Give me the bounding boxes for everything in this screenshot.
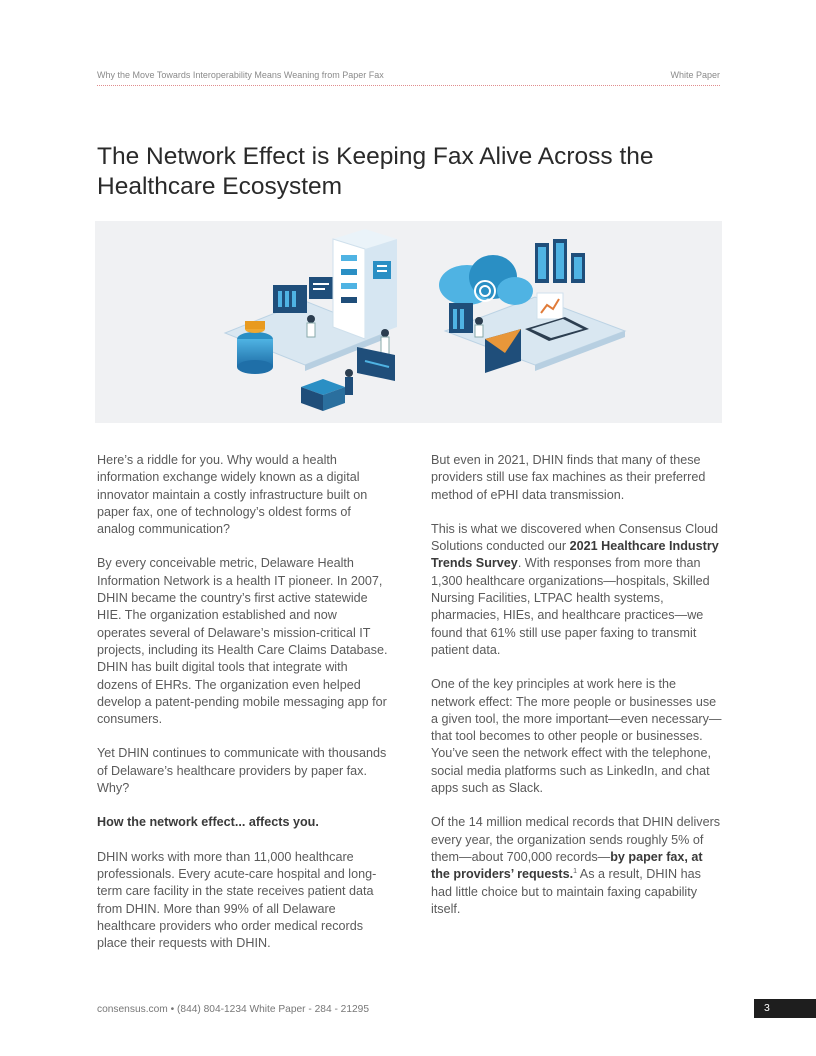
hero-illustration [95, 221, 722, 423]
text-span: . With responses from more than 1,300 healthcare organizations—hospitals, Skilled Nursing Facilities, LTPAC health systems, pharmacies, HIEs, and healthcare practices—we found that 61% still use paper faxing to transmit patient data. [431, 556, 710, 657]
running-header [97, 70, 720, 80]
subheading [97, 814, 389, 831]
paragraph: Yet DHIN continues to communicate with thousands of Delaware’s healthcare providers by paper fax. Why? [97, 746, 387, 796]
section-title: The Network Effect is Keeping Fax Alive Across the Healthcare Ecosystem [97, 143, 654, 200]
footer-text: consensus.com • (844) 804-1234 White Paper - 284 - 21295 [97, 1004, 369, 1015]
subheading-text: How the network effect... affects you. [97, 815, 319, 830]
isometric-network-illustration-icon [95, 221, 722, 423]
page-number: 3 [754, 999, 816, 1018]
paragraph [431, 814, 723, 918]
paragraph: Here’s a riddle for you. Why would a health information exchange widely known as a digital innovator maintain a costly infrastructure built on paper fax, one of technology’s oldest forms of analog communication? [97, 453, 368, 537]
running-header-label: White Paper [670, 70, 720, 80]
paragraph: By every conceivable metric, Delaware Health Information Network is a health IT pioneer. In 2007, DHIN became the country’s first active statewide HIE. The organization established and now operates several of Delaware’s mission-critical IT projects, including its Health Care Claims Database. DHIN has built digital tools that integrate with dozens of EHRs. The organization even helped develop a patent-pending mobile messaging app for consumers. [97, 556, 388, 727]
paragraph [431, 521, 723, 659]
footnote-marker: 1 [573, 868, 577, 876]
paragraph: DHIN works with more than 11,000 healthcare professionals. Every acute-care hospital and long-term care facility in the state receives patient data from DHIN. More than 99% of all Delaware healthcare providers who order medical records place their requests with DHIN. [97, 849, 377, 951]
emphasis-text: by paper fax, at the providers’ requests. [431, 849, 703, 882]
paragraph: One of the key principles at work here is the network effect: The more people or businesses use a given tool, the more important—even necessary—that tool becomes to other people or businesses. You’ve seen the network effect with the telephone, social media platforms such as LinkedIn, and chat apps such as Slack. [431, 677, 722, 796]
text-span: Of the 14 million medical records that DHIN delivers every year, the organization sends roughly 5% of them—about 700,000 records— [431, 815, 721, 864]
text-span: As a result, DHIN has had little choice but to maintain faxing capability itself. [431, 867, 701, 916]
right-column [431, 452, 723, 935]
paragraph: But even in 2021, DHIN finds that many of these providers still use fax machines as their preferred method of ePHI data transmission. [431, 453, 706, 502]
left-column [97, 452, 389, 969]
text-span: This is what we discovered when Consensus Cloud Solutions conducted our [431, 521, 718, 554]
header-divider [97, 85, 720, 86]
running-header-title: Why the Move Towards Interoperability Means Weaning from Paper Fax [97, 70, 384, 80]
survey-link-text: 2021 Healthcare Industry Trends Survey [431, 539, 719, 571]
